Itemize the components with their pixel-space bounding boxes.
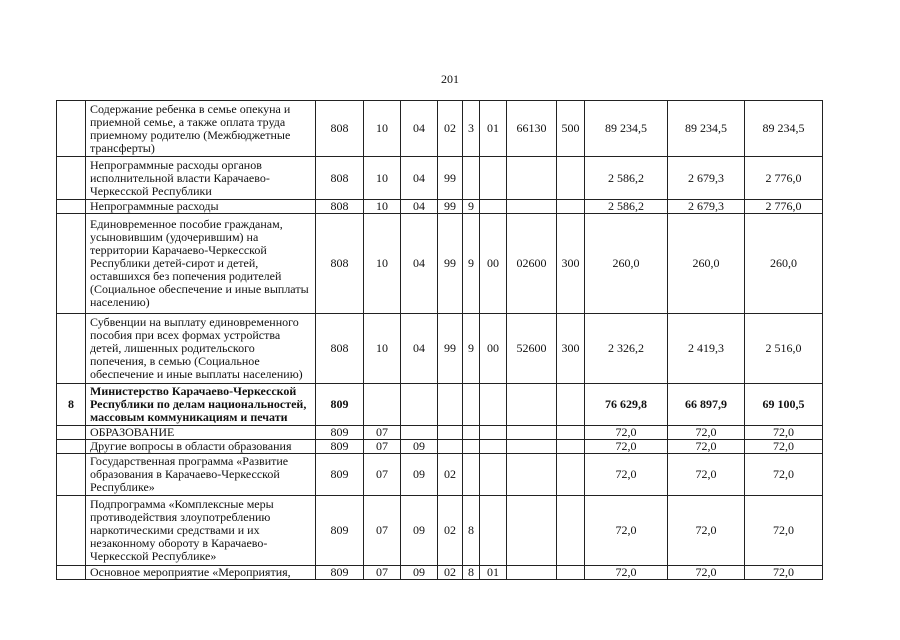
- amount-year-1-cell: 72,0: [585, 496, 668, 566]
- amount-year-3-cell: 69 100,5: [745, 384, 823, 426]
- expense-type-code-cell: [557, 496, 585, 566]
- item-name-cell: Государственная программа «Развитие образования в Карачаево-Черкесской Республике»: [86, 454, 316, 496]
- amount-year-1-cell: 89 234,5: [585, 101, 668, 157]
- amount-year-3-cell: 2 776,0: [745, 200, 823, 214]
- main-event-code-cell: 01: [480, 566, 507, 580]
- subprogram-code-cell: [463, 454, 480, 496]
- main-event-code-cell: 00: [480, 214, 507, 314]
- amount-year-3-cell: 72,0: [745, 440, 823, 454]
- table-row: [57, 440, 823, 454]
- amount-year-3-cell: 89 234,5: [745, 101, 823, 157]
- ministry-code-cell: 809: [316, 454, 364, 496]
- item-name-cell: Основное мероприятие «Мероприятия,: [86, 566, 316, 580]
- ministry-code-cell: 808: [316, 200, 364, 214]
- program-code-cell: 02: [438, 566, 463, 580]
- table-row: [57, 157, 823, 200]
- expense-type-code-cell: 300: [557, 214, 585, 314]
- expense-type-code-cell: [557, 200, 585, 214]
- ministry-code-cell: 808: [316, 101, 364, 157]
- subsection-code-cell: 04: [401, 157, 438, 200]
- amount-year-1-cell: 72,0: [585, 566, 668, 580]
- program-code-cell: 99: [438, 314, 463, 384]
- main-event-code-cell: [480, 496, 507, 566]
- subprogram-code-cell: 9: [463, 214, 480, 314]
- expense-type-code-cell: [557, 440, 585, 454]
- direction-code-cell: [507, 426, 557, 440]
- direction-code-cell: [507, 454, 557, 496]
- item-name-cell: Содержание ребенка в семье опекуна и приемной семье, а также оплата труда приемному родителю (Межбюджетные трансферты): [86, 101, 316, 157]
- item-name-cell: Субвенции на выплату единовременного пособия при всех формах устройства детей, лишенных родительского попечения, в семью (Социальное обеспечение и иные выплаты населению): [86, 314, 316, 384]
- table-row: [57, 314, 823, 384]
- row-number-cell: [57, 566, 86, 580]
- amount-year-3-cell: 2 776,0: [745, 157, 823, 200]
- row-number-cell: [57, 440, 86, 454]
- subsection-code-cell: 09: [401, 454, 438, 496]
- subprogram-code-cell: [463, 384, 480, 426]
- direction-code-cell: [507, 384, 557, 426]
- subsection-code-cell: 04: [401, 314, 438, 384]
- expense-type-code-cell: [557, 384, 585, 426]
- amount-year-3-cell: 260,0: [745, 214, 823, 314]
- row-number-cell: [57, 101, 86, 157]
- amount-year-2-cell: 72,0: [668, 566, 745, 580]
- row-number-cell: [57, 426, 86, 440]
- item-name-cell: Непрограммные расходы органов исполнительной власти Карачаево-Черкесской Республики: [86, 157, 316, 200]
- amount-year-2-cell: 2 419,3: [668, 314, 745, 384]
- row-number-cell: 8: [57, 384, 86, 426]
- subprogram-code-cell: 8: [463, 566, 480, 580]
- amount-year-1-cell: 260,0: [585, 214, 668, 314]
- item-name-cell: Единовременное пособие гражданам, усыновившим (удочерившим) на территории Карачаево-Черкесской Республики детей-сирот и детей, оставшихся без попечения родителей (Социальное обеспечение и иные выплаты населению): [86, 214, 316, 314]
- direction-code-cell: [507, 440, 557, 454]
- main-event-code-cell: [480, 200, 507, 214]
- main-event-code-cell: [480, 157, 507, 200]
- direction-code-cell: [507, 157, 557, 200]
- amount-year-1-cell: 72,0: [585, 426, 668, 440]
- table-row: [57, 384, 823, 426]
- item-name-cell: ОБРАЗОВАНИЕ: [86, 426, 316, 440]
- row-number-cell: [57, 214, 86, 314]
- subprogram-code-cell: 9: [463, 314, 480, 384]
- row-number-cell: [57, 200, 86, 214]
- row-number-cell: [57, 157, 86, 200]
- main-event-code-cell: 00: [480, 314, 507, 384]
- direction-code-cell: 02600: [507, 214, 557, 314]
- subsection-code-cell: 04: [401, 214, 438, 314]
- section-code-cell: 10: [364, 157, 401, 200]
- subsection-code-cell: 09: [401, 566, 438, 580]
- section-code-cell: 10: [364, 200, 401, 214]
- amount-year-1-cell: 2 326,2: [585, 314, 668, 384]
- section-code-cell: [364, 384, 401, 426]
- amount-year-1-cell: 2 586,2: [585, 157, 668, 200]
- direction-code-cell: 52600: [507, 314, 557, 384]
- subsection-code-cell: 04: [401, 101, 438, 157]
- program-code-cell: 99: [438, 214, 463, 314]
- ministry-code-cell: 808: [316, 314, 364, 384]
- section-code-cell: 07: [364, 454, 401, 496]
- row-number-cell: [57, 496, 86, 566]
- direction-code-cell: [507, 566, 557, 580]
- table-row: [57, 101, 823, 157]
- subsection-code-cell: [401, 426, 438, 440]
- subprogram-code-cell: 9: [463, 200, 480, 214]
- expense-type-code-cell: [557, 157, 585, 200]
- program-code-cell: [438, 384, 463, 426]
- subprogram-code-cell: 8: [463, 496, 480, 566]
- item-name-cell: Другие вопросы в области образования: [86, 440, 316, 454]
- amount-year-2-cell: 89 234,5: [668, 101, 745, 157]
- section-code-cell: 07: [364, 440, 401, 454]
- amount-year-2-cell: 66 897,9: [668, 384, 745, 426]
- page-number: 201: [441, 72, 459, 86]
- subsection-code-cell: 04: [401, 200, 438, 214]
- main-event-code-cell: [480, 384, 507, 426]
- amount-year-2-cell: 72,0: [668, 440, 745, 454]
- program-code-cell: 02: [438, 496, 463, 566]
- amount-year-2-cell: 72,0: [668, 426, 745, 440]
- program-code-cell: 02: [438, 454, 463, 496]
- table-row: [57, 496, 823, 566]
- expense-type-code-cell: [557, 566, 585, 580]
- budget-table: [56, 100, 823, 580]
- expense-type-code-cell: 300: [557, 314, 585, 384]
- amount-year-2-cell: 2 679,3: [668, 157, 745, 200]
- table-row: [57, 454, 823, 496]
- ministry-code-cell: 809: [316, 496, 364, 566]
- section-code-cell: 10: [364, 101, 401, 157]
- subsection-code-cell: 09: [401, 440, 438, 454]
- amount-year-2-cell: 72,0: [668, 496, 745, 566]
- program-code-cell: [438, 440, 463, 454]
- direction-code-cell: 66130: [507, 101, 557, 157]
- section-code-cell: 10: [364, 214, 401, 314]
- amount-year-3-cell: 2 516,0: [745, 314, 823, 384]
- section-code-cell: 07: [364, 496, 401, 566]
- program-code-cell: 99: [438, 157, 463, 200]
- main-event-code-cell: [480, 454, 507, 496]
- amount-year-1-cell: 72,0: [585, 440, 668, 454]
- subprogram-code-cell: [463, 440, 480, 454]
- row-number-cell: [57, 454, 86, 496]
- section-code-cell: 07: [364, 566, 401, 580]
- table-row: [57, 566, 823, 580]
- amount-year-3-cell: 72,0: [745, 426, 823, 440]
- amount-year-2-cell: 2 679,3: [668, 200, 745, 214]
- subsection-code-cell: 09: [401, 496, 438, 566]
- ministry-code-cell: 809: [316, 384, 364, 426]
- table-row: [57, 426, 823, 440]
- subprogram-code-cell: [463, 157, 480, 200]
- ministry-code-cell: 808: [316, 214, 364, 314]
- subprogram-code-cell: [463, 426, 480, 440]
- subsection-code-cell: [401, 384, 438, 426]
- amount-year-3-cell: 72,0: [745, 566, 823, 580]
- ministry-code-cell: 809: [316, 566, 364, 580]
- ministry-code-cell: 809: [316, 426, 364, 440]
- main-event-code-cell: [480, 426, 507, 440]
- item-name-cell: Подпрограмма «Комплексные меры противодействия злоупотреблению наркотическими средствами и их незаконному обороту в Карачаево-Черкесской Республике»: [86, 496, 316, 566]
- table-row: [57, 214, 823, 314]
- amount-year-3-cell: 72,0: [745, 454, 823, 496]
- section-code-cell: 10: [364, 314, 401, 384]
- expense-type-code-cell: [557, 426, 585, 440]
- amount-year-1-cell: 72,0: [585, 454, 668, 496]
- program-code-cell: 99: [438, 200, 463, 214]
- section-code-cell: 07: [364, 426, 401, 440]
- ministry-code-cell: 809: [316, 440, 364, 454]
- subprogram-code-cell: 3: [463, 101, 480, 157]
- amount-year-2-cell: 72,0: [668, 454, 745, 496]
- ministry-code-cell: 808: [316, 157, 364, 200]
- main-event-code-cell: [480, 440, 507, 454]
- amount-year-2-cell: 260,0: [668, 214, 745, 314]
- amount-year-1-cell: 2 586,2: [585, 200, 668, 214]
- program-code-cell: 02: [438, 101, 463, 157]
- table-row: [57, 200, 823, 214]
- amount-year-1-cell: 76 629,8: [585, 384, 668, 426]
- expense-type-code-cell: [557, 454, 585, 496]
- item-name-cell: Министерство Карачаево-Черкесской Республики по делам национальностей, массовым коммуникациям и печати: [86, 384, 316, 426]
- row-number-cell: [57, 314, 86, 384]
- amount-year-3-cell: 72,0: [745, 496, 823, 566]
- item-name-cell: Непрограммные расходы: [86, 200, 316, 214]
- direction-code-cell: [507, 200, 557, 214]
- program-code-cell: [438, 426, 463, 440]
- main-event-code-cell: 01: [480, 101, 507, 157]
- direction-code-cell: [507, 496, 557, 566]
- expense-type-code-cell: 500: [557, 101, 585, 157]
